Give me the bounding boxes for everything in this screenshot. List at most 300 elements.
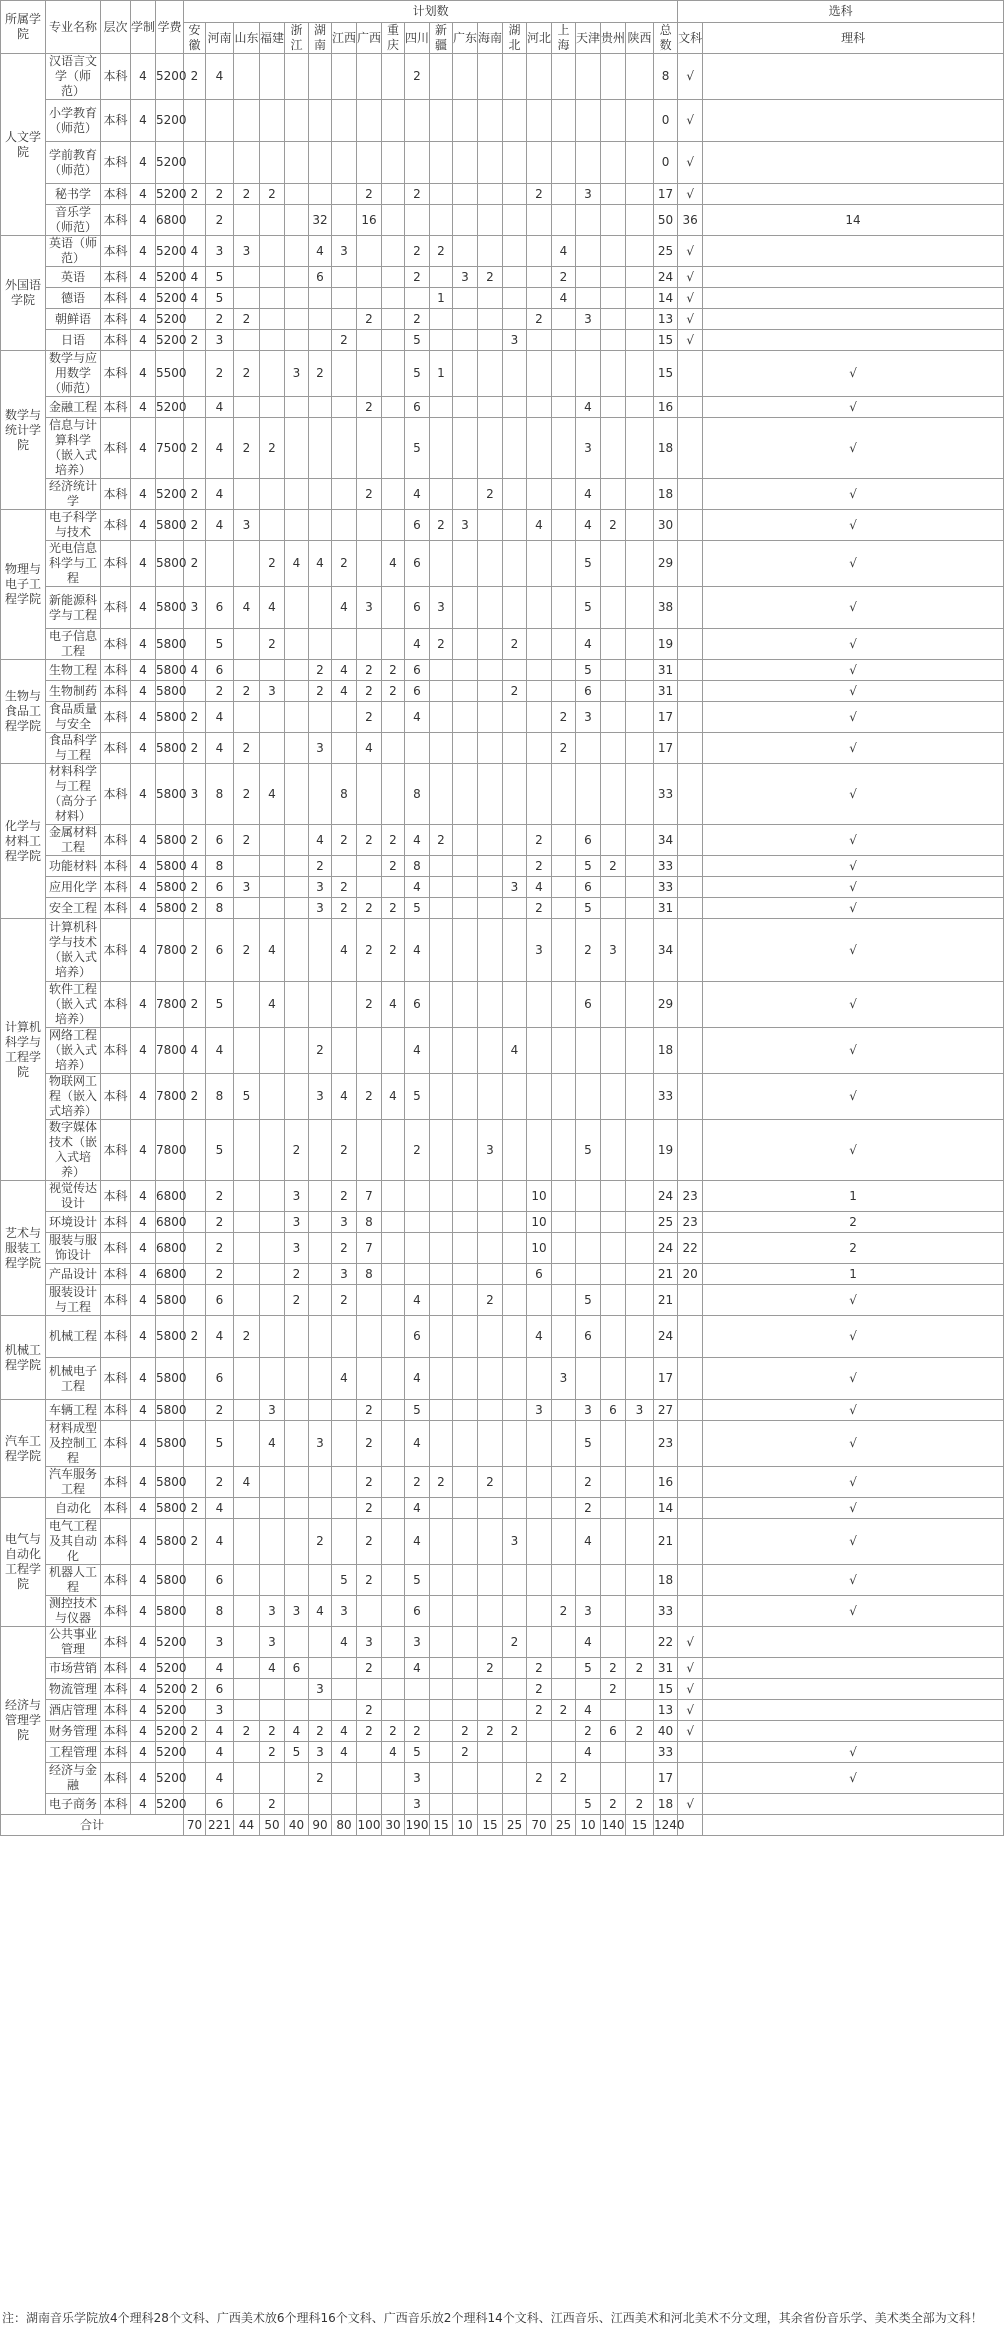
count-cell	[527, 629, 552, 660]
count-cell: 6	[601, 1721, 626, 1742]
count-cell: 3	[285, 1212, 309, 1233]
level-cell: 本科	[101, 1596, 131, 1627]
count-cell: 2	[357, 1658, 382, 1679]
level-cell: 本科	[101, 898, 131, 919]
science-cell	[703, 330, 1004, 351]
count-cell	[260, 877, 285, 898]
count-cell: 5	[405, 1742, 430, 1763]
duration-cell: 4	[131, 856, 156, 877]
science-cell: √	[703, 1763, 1004, 1794]
count-cell	[527, 479, 552, 510]
science-cell	[703, 309, 1004, 330]
count-cell	[626, 330, 654, 351]
science-cell: 2	[703, 1212, 1004, 1233]
count-cell: 2	[527, 1700, 552, 1721]
count-cell: 2	[206, 1264, 234, 1285]
count-cell: 4	[206, 1721, 234, 1742]
table-row	[1, 1721, 1004, 1742]
count-cell	[552, 764, 576, 825]
science-cell	[703, 1721, 1004, 1742]
count-cell	[601, 877, 626, 898]
duration-cell: 4	[131, 541, 156, 587]
sum-count-cell: 25	[503, 1815, 527, 1836]
major-cell: 生物制药	[46, 681, 101, 702]
level-cell: 本科	[101, 877, 131, 898]
count-cell	[382, 1181, 405, 1212]
major-cell: 机器人工程	[46, 1565, 101, 1596]
count-cell	[527, 1285, 552, 1316]
total-cell: 16	[654, 397, 678, 418]
duration-cell: 4	[131, 1794, 156, 1815]
count-cell	[285, 184, 309, 205]
count-cell	[576, 1212, 601, 1233]
count-cell	[309, 982, 332, 1028]
count-cell	[552, 1028, 576, 1074]
count-cell: 5	[576, 587, 601, 629]
total-cell: 22	[654, 1627, 678, 1658]
count-cell	[503, 510, 527, 541]
count-cell	[206, 100, 234, 142]
science-cell: √	[703, 1742, 1004, 1763]
count-cell	[626, 541, 654, 587]
count-cell	[430, 1721, 453, 1742]
count-cell	[405, 733, 430, 764]
count-cell: 3	[260, 1596, 285, 1627]
table-row	[1, 1467, 1004, 1498]
science-cell: √	[703, 479, 1004, 510]
count-cell	[382, 1467, 405, 1498]
total-cell: 21	[654, 1264, 678, 1285]
major-cell: 电子科学与技术	[46, 510, 101, 541]
count-cell	[184, 1627, 206, 1658]
count-cell	[430, 1264, 453, 1285]
duration-cell: 4	[131, 1565, 156, 1596]
arts-cell: √	[678, 1700, 703, 1721]
count-cell	[309, 587, 332, 629]
table-row	[1, 54, 1004, 100]
count-cell	[626, 1700, 654, 1721]
count-cell	[552, 1519, 576, 1565]
count-cell	[285, 1627, 309, 1658]
level-cell: 本科	[101, 660, 131, 681]
major-cell: 小学教育（师范）	[46, 100, 101, 142]
count-cell	[285, 733, 309, 764]
count-cell: 4	[405, 629, 430, 660]
arts-cell	[678, 1285, 703, 1316]
count-cell	[332, 856, 357, 877]
count-cell	[332, 510, 357, 541]
count-cell: 2	[430, 1467, 453, 1498]
count-cell: 2	[285, 1285, 309, 1316]
college-cell: 外国语学院	[1, 236, 46, 351]
major-cell: 车辆工程	[46, 1400, 101, 1421]
count-cell: 4	[332, 1721, 357, 1742]
count-cell	[357, 330, 382, 351]
count-cell: 8	[357, 1264, 382, 1285]
count-cell	[260, 1467, 285, 1498]
major-cell: 机械电子工程	[46, 1358, 101, 1400]
science-cell: √	[703, 587, 1004, 629]
fee-cell: 5800	[156, 1421, 184, 1467]
count-cell	[332, 1421, 357, 1467]
duration-cell: 4	[131, 681, 156, 702]
count-cell	[332, 1519, 357, 1565]
count-cell	[478, 919, 503, 982]
count-cell	[453, 418, 478, 479]
sum-count-cell: 15	[626, 1815, 654, 1836]
count-cell	[552, 309, 576, 330]
count-cell	[478, 1596, 503, 1627]
major-cell: 材料科学与工程（高分子材料）	[46, 764, 101, 825]
count-cell	[357, 629, 382, 660]
sum-count-cell: 90	[309, 1815, 332, 1836]
arts-cell: √	[678, 184, 703, 205]
count-cell	[626, 1212, 654, 1233]
count-cell	[430, 205, 453, 236]
count-cell	[478, 1028, 503, 1074]
sum-row	[1, 1815, 1004, 1836]
count-cell	[382, 1316, 405, 1358]
count-cell	[552, 1233, 576, 1264]
count-cell: 3	[576, 1596, 601, 1627]
count-cell: 2	[405, 1721, 430, 1742]
count-cell	[453, 733, 478, 764]
count-cell	[430, 1498, 453, 1519]
count-cell: 2	[430, 629, 453, 660]
count-cell: 8	[206, 898, 234, 919]
duration-cell: 4	[131, 1700, 156, 1721]
header-total: 总数	[654, 23, 678, 54]
total-cell: 13	[654, 1700, 678, 1721]
count-cell	[382, 1794, 405, 1815]
count-cell	[260, 856, 285, 877]
level-cell: 本科	[101, 184, 131, 205]
count-cell	[601, 1519, 626, 1565]
count-cell	[260, 1285, 285, 1316]
major-cell: 数字媒体技术（嵌入式培养）	[46, 1120, 101, 1181]
count-cell: 2	[309, 351, 332, 397]
count-cell: 2	[601, 1679, 626, 1700]
fee-cell: 5800	[156, 1467, 184, 1498]
count-cell: 3	[309, 877, 332, 898]
count-cell	[503, 733, 527, 764]
count-cell	[576, 54, 601, 100]
count-cell	[234, 1565, 260, 1596]
duration-cell: 4	[131, 100, 156, 142]
count-cell	[626, 142, 654, 184]
fee-cell: 7800	[156, 1028, 184, 1074]
science-cell: √	[703, 877, 1004, 898]
major-cell: 电子商务	[46, 1794, 101, 1815]
major-cell: 网络工程（嵌入式培养）	[46, 1028, 101, 1074]
count-cell: 2	[184, 1721, 206, 1742]
count-cell	[503, 1763, 527, 1794]
count-cell: 4	[260, 587, 285, 629]
count-cell	[601, 288, 626, 309]
count-cell: 2	[576, 1467, 601, 1498]
level-cell: 本科	[101, 1763, 131, 1794]
count-cell	[626, 660, 654, 681]
fee-cell: 5200	[156, 330, 184, 351]
count-cell	[478, 629, 503, 660]
count-cell	[184, 1233, 206, 1264]
count-cell: 4	[405, 1421, 430, 1467]
count-cell	[309, 1181, 332, 1212]
count-cell: 3	[206, 330, 234, 351]
count-cell	[552, 1498, 576, 1519]
count-cell	[285, 100, 309, 142]
duration-cell: 4	[131, 510, 156, 541]
count-cell	[309, 1120, 332, 1181]
count-cell: 8	[405, 764, 430, 825]
duration-cell: 4	[131, 733, 156, 764]
count-cell	[527, 681, 552, 702]
count-cell	[184, 1700, 206, 1721]
count-cell: 2	[626, 1721, 654, 1742]
count-cell	[405, 1233, 430, 1264]
count-cell	[503, 100, 527, 142]
count-cell	[453, 330, 478, 351]
count-cell	[478, 541, 503, 587]
major-cell: 金融工程	[46, 397, 101, 418]
college-cell: 物理与电子工程学院	[1, 510, 46, 660]
count-cell	[552, 54, 576, 100]
major-cell: 财务管理	[46, 1721, 101, 1742]
count-cell	[552, 982, 576, 1028]
count-cell: 2	[601, 856, 626, 877]
count-cell: 4	[382, 1742, 405, 1763]
count-cell: 4	[285, 1721, 309, 1742]
arts-cell: 23	[678, 1181, 703, 1212]
count-cell	[430, 267, 453, 288]
count-cell: 3	[309, 1421, 332, 1467]
count-cell	[309, 330, 332, 351]
count-cell: 2	[430, 825, 453, 856]
count-cell: 2	[527, 1658, 552, 1679]
fee-cell: 5800	[156, 877, 184, 898]
count-cell	[478, 1421, 503, 1467]
count-cell	[184, 1565, 206, 1596]
count-cell	[430, 1120, 453, 1181]
count-cell	[382, 1264, 405, 1285]
count-cell	[552, 1658, 576, 1679]
count-cell	[552, 1074, 576, 1120]
count-cell: 6	[405, 982, 430, 1028]
count-cell	[601, 418, 626, 479]
header-subject: 选科	[678, 1, 1004, 23]
count-cell	[527, 587, 552, 629]
count-cell	[478, 418, 503, 479]
table-row	[1, 1358, 1004, 1400]
table-row	[1, 1233, 1004, 1264]
count-cell: 6	[405, 541, 430, 587]
level-cell: 本科	[101, 1421, 131, 1467]
fee-cell: 5800	[156, 1498, 184, 1519]
major-cell: 新能源科学与工程	[46, 587, 101, 629]
count-cell	[576, 1233, 601, 1264]
count-cell	[478, 825, 503, 856]
duration-cell: 4	[131, 309, 156, 330]
science-cell	[703, 100, 1004, 142]
count-cell: 8	[206, 856, 234, 877]
fee-cell: 7800	[156, 1120, 184, 1181]
count-cell: 4	[206, 510, 234, 541]
count-cell	[260, 54, 285, 100]
count-cell	[260, 267, 285, 288]
duration-cell: 4	[131, 184, 156, 205]
count-cell: 4	[405, 825, 430, 856]
table-row	[1, 1679, 1004, 1700]
count-cell	[626, 898, 654, 919]
count-cell: 5	[206, 629, 234, 660]
count-cell	[552, 330, 576, 351]
count-cell: 2	[478, 1285, 503, 1316]
count-cell	[234, 898, 260, 919]
fee-cell: 5800	[156, 510, 184, 541]
count-cell	[601, 1316, 626, 1358]
count-cell	[626, 510, 654, 541]
count-cell	[234, 541, 260, 587]
count-cell	[453, 764, 478, 825]
count-cell	[332, 1763, 357, 1794]
arts-cell	[678, 982, 703, 1028]
total-cell: 31	[654, 1658, 678, 1679]
fee-cell: 5200	[156, 1658, 184, 1679]
count-cell	[382, 1565, 405, 1596]
count-cell	[332, 1028, 357, 1074]
duration-cell: 4	[131, 1742, 156, 1763]
count-cell: 10	[527, 1181, 552, 1212]
arts-cell	[678, 856, 703, 877]
count-cell: 32	[309, 205, 332, 236]
count-cell: 2	[206, 1467, 234, 1498]
table-row	[1, 1264, 1004, 1285]
count-cell	[453, 587, 478, 629]
arts-cell	[678, 1467, 703, 1498]
count-cell: 6	[206, 919, 234, 982]
science-cell: 2	[703, 1233, 1004, 1264]
count-cell: 5	[206, 267, 234, 288]
count-cell	[234, 856, 260, 877]
arts-cell	[678, 1400, 703, 1421]
count-cell	[332, 1794, 357, 1815]
duration-cell: 4	[131, 397, 156, 418]
level-cell: 本科	[101, 1264, 131, 1285]
count-cell	[285, 1028, 309, 1074]
header-fee: 学费	[156, 1, 184, 54]
major-cell: 视觉传达设计	[46, 1181, 101, 1212]
count-cell	[626, 54, 654, 100]
count-cell: 2	[357, 479, 382, 510]
count-cell	[527, 1721, 552, 1742]
arts-cell: 20	[678, 1264, 703, 1285]
count-cell: 4	[527, 1316, 552, 1358]
table-row	[1, 1794, 1004, 1815]
count-cell	[285, 205, 309, 236]
count-cell	[309, 1700, 332, 1721]
count-cell: 4	[405, 1028, 430, 1074]
science-cell: √	[703, 1498, 1004, 1519]
fee-cell: 5800	[156, 681, 184, 702]
count-cell	[453, 288, 478, 309]
count-cell	[405, 288, 430, 309]
total-cell: 33	[654, 856, 678, 877]
count-cell: 3	[626, 1400, 654, 1421]
count-cell: 6	[405, 1316, 430, 1358]
count-cell: 2	[184, 541, 206, 587]
duration-cell: 4	[131, 1316, 156, 1358]
count-cell	[332, 702, 357, 733]
count-cell	[503, 142, 527, 184]
count-cell: 5	[405, 898, 430, 919]
count-cell	[626, 1233, 654, 1264]
major-cell: 测控技术与仪器	[46, 1596, 101, 1627]
count-cell	[601, 702, 626, 733]
major-cell: 汽车服务工程	[46, 1467, 101, 1498]
count-cell: 3	[478, 1120, 503, 1181]
count-cell	[260, 1212, 285, 1233]
count-cell	[453, 629, 478, 660]
count-cell	[309, 100, 332, 142]
count-cell	[503, 1742, 527, 1763]
count-cell: 2	[184, 1679, 206, 1700]
level-cell: 本科	[101, 856, 131, 877]
major-cell: 电气工程及其自动化	[46, 1519, 101, 1565]
count-cell	[234, 1285, 260, 1316]
science-cell	[703, 1700, 1004, 1721]
level-cell: 本科	[101, 1285, 131, 1316]
arts-cell	[678, 877, 703, 898]
count-cell: 3	[309, 733, 332, 764]
count-cell: 2	[260, 1742, 285, 1763]
total-cell: 18	[654, 1794, 678, 1815]
count-cell	[453, 1596, 478, 1627]
major-cell: 汉语言文学（师范）	[46, 54, 101, 100]
duration-cell: 4	[131, 702, 156, 733]
level-cell: 本科	[101, 681, 131, 702]
table-row	[1, 397, 1004, 418]
count-cell: 8	[206, 1074, 234, 1120]
count-cell	[453, 100, 478, 142]
duration-cell: 4	[131, 267, 156, 288]
count-cell: 4	[206, 397, 234, 418]
count-cell	[478, 351, 503, 397]
duration-cell: 4	[131, 1285, 156, 1316]
count-cell	[576, 100, 601, 142]
count-cell	[527, 1498, 552, 1519]
count-cell	[503, 1794, 527, 1815]
major-cell: 食品质量与安全	[46, 702, 101, 733]
count-cell	[453, 1467, 478, 1498]
arts-cell	[678, 1519, 703, 1565]
count-cell: 4	[332, 1074, 357, 1120]
count-cell: 3	[527, 919, 552, 982]
count-cell	[576, 351, 601, 397]
count-cell	[552, 1120, 576, 1181]
count-cell	[357, 1358, 382, 1400]
count-cell: 2	[206, 681, 234, 702]
level-cell: 本科	[101, 1212, 131, 1233]
count-cell: 3	[576, 702, 601, 733]
major-cell: 环境设计	[46, 1212, 101, 1233]
count-cell	[503, 1596, 527, 1627]
count-cell	[430, 919, 453, 982]
table-row	[1, 1400, 1004, 1421]
college-cell: 数学与统计学院	[1, 351, 46, 510]
table-row	[1, 1700, 1004, 1721]
count-cell	[382, 1658, 405, 1679]
count-cell	[430, 541, 453, 587]
